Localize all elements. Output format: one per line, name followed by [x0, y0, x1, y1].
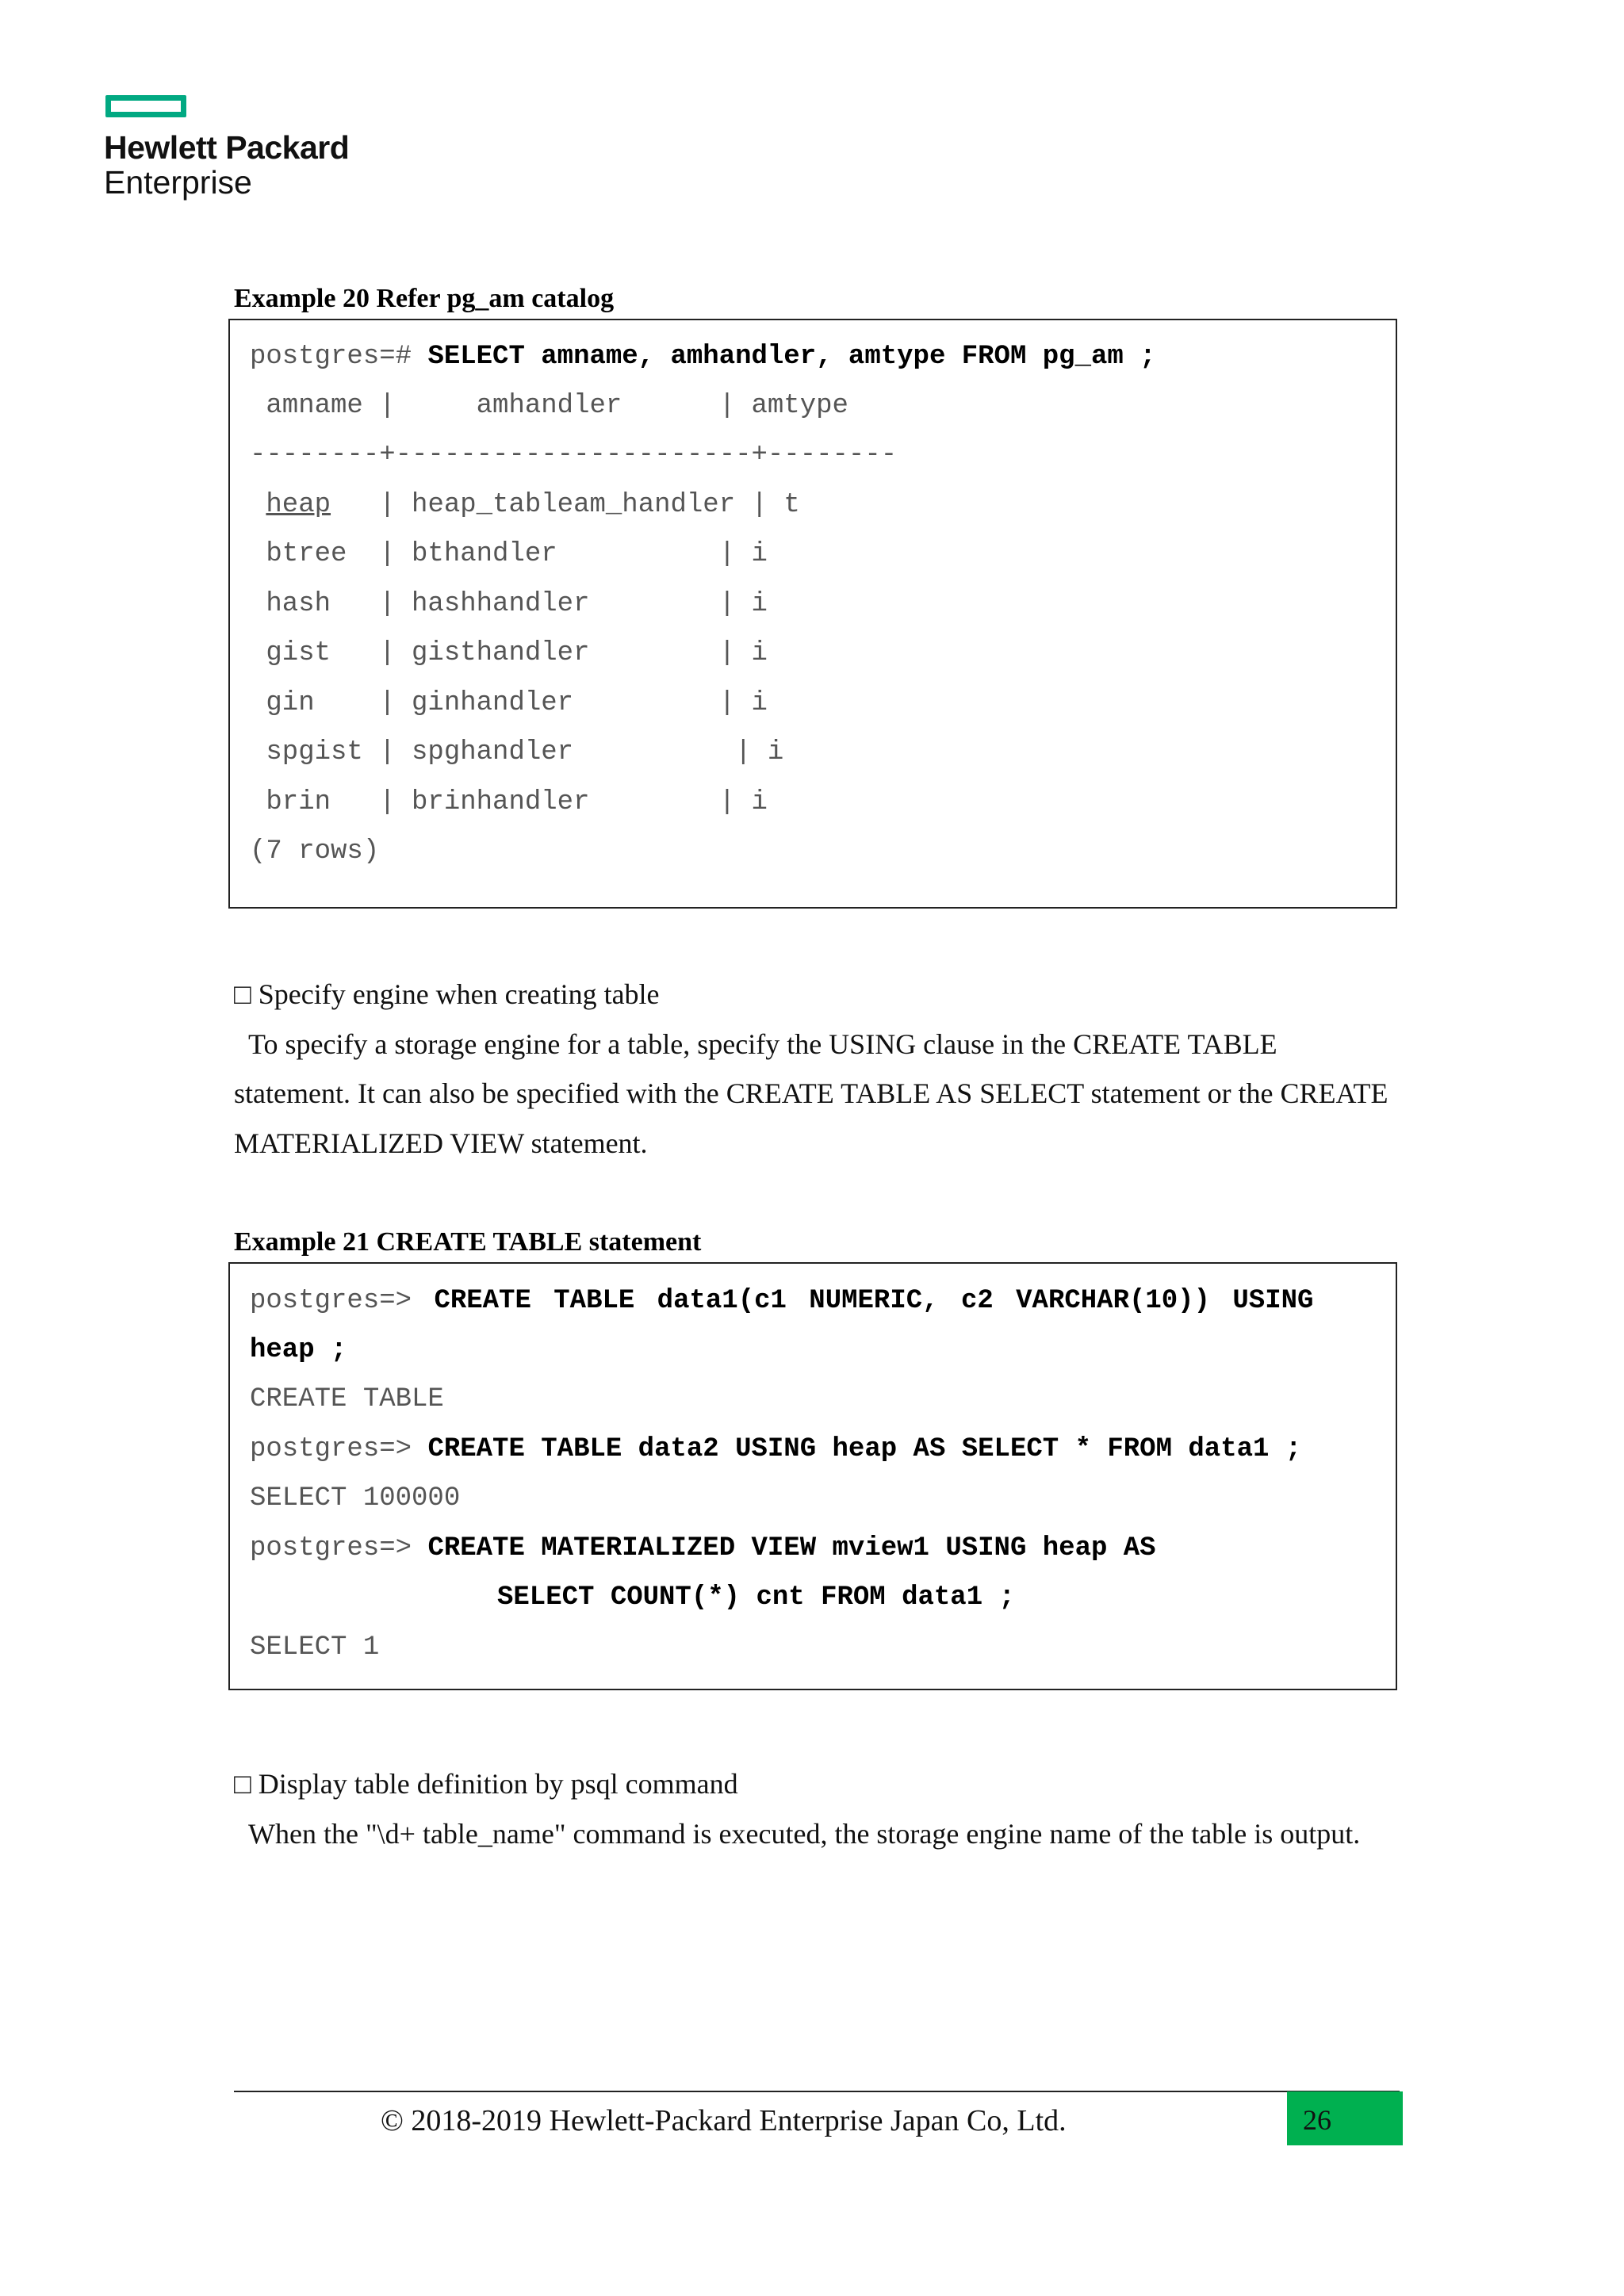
- result-row: spgist | spghandler | i: [250, 737, 784, 767]
- result-row: gist | gisthandler | i: [250, 638, 768, 668]
- example21-code-box: [228, 1262, 1397, 1690]
- paragraph-line: To specify a storage engine for a table, specify the USING clause in the CREATE TABLE: [248, 1028, 1277, 1060]
- prompt: postgres=>: [250, 1434, 428, 1464]
- sql-command: CREATE TABLE data2 USING heap AS SELECT * FROM data1 ;: [427, 1434, 1302, 1464]
- code-output: CREATE TABLE: [250, 1384, 444, 1414]
- code-line: [497, 1584, 1015, 1611]
- sql-command: SELECT amname, amhandler, amtype FROM pg_am ;: [427, 342, 1156, 372]
- section-heading-specify-engine: □ Specify engine when creating table: [234, 978, 660, 1010]
- result-row-count: (7 rows): [250, 836, 380, 867]
- code-output: SELECT 1: [250, 1632, 380, 1663]
- result-row: [250, 492, 800, 519]
- sql-command: SELECT COUNT(*) cnt FROM data1 ;: [497, 1582, 1015, 1613]
- section-heading-display-definition: □ Display table definition by psql command: [234, 1768, 738, 1800]
- footer-copyright: © 2018-2019 Hewlett-Packard Enterprise Japan Co, Ltd.: [381, 2104, 1067, 2137]
- logo-text-hewlett-packard: Hewlett Packard: [104, 129, 350, 166]
- code-line: [250, 1535, 1156, 1562]
- paragraph-line: When the "\d+ table_name" command is executed, the storage engine name of the table is output.: [248, 1818, 1361, 1850]
- example21-caption: Example 21 CREATE TABLE statement: [234, 1227, 702, 1257]
- code-line: [250, 1436, 1301, 1463]
- result-separator: --------+----------------------+--------: [250, 440, 898, 470]
- result-row: gin | ginhandler | i: [250, 688, 768, 718]
- sql-command: heap ;: [250, 1335, 347, 1365]
- footer-divider: [234, 2091, 1400, 2092]
- paragraph-line: MATERIALIZED VIEW statement.: [234, 1127, 648, 1159]
- example20-command-line: [250, 343, 1156, 370]
- prompt: postgres=>: [250, 1286, 435, 1316]
- logo-text-enterprise: Enterprise: [104, 164, 252, 201]
- sql-command: CREATE MATERIALIZED VIEW mview1 USING heap AS: [427, 1533, 1156, 1563]
- sql-command: CREATE TABLE data1(c1 NUMERIC, c2 VARCHAR(10)) USING: [434, 1286, 1314, 1316]
- code-line: [250, 1288, 1313, 1314]
- code-line: [250, 1337, 347, 1364]
- result-header: amname | amhandler | amtype: [250, 391, 848, 421]
- hpe-logo-mark: [105, 95, 186, 117]
- result-row: hash | hashhandler | i: [250, 589, 768, 619]
- result-row: btree | bthandler | i: [250, 539, 768, 569]
- result-row: brin | brinhandler | i: [250, 787, 768, 817]
- prompt: postgres=#: [250, 342, 428, 372]
- row-name-heap: heap: [266, 490, 331, 520]
- row-rest: | heap_tableam_handler | t: [331, 490, 800, 520]
- prompt: postgres=>: [250, 1533, 428, 1563]
- page-number: 26: [1303, 2104, 1331, 2136]
- paragraph-line: statement. It can also be specified with the CREATE TABLE AS SELECT statement or the CREATE: [234, 1077, 1388, 1109]
- code-output: SELECT 100000: [250, 1483, 461, 1513]
- example20-caption: Example 20 Refer pg_am catalog: [234, 284, 615, 313]
